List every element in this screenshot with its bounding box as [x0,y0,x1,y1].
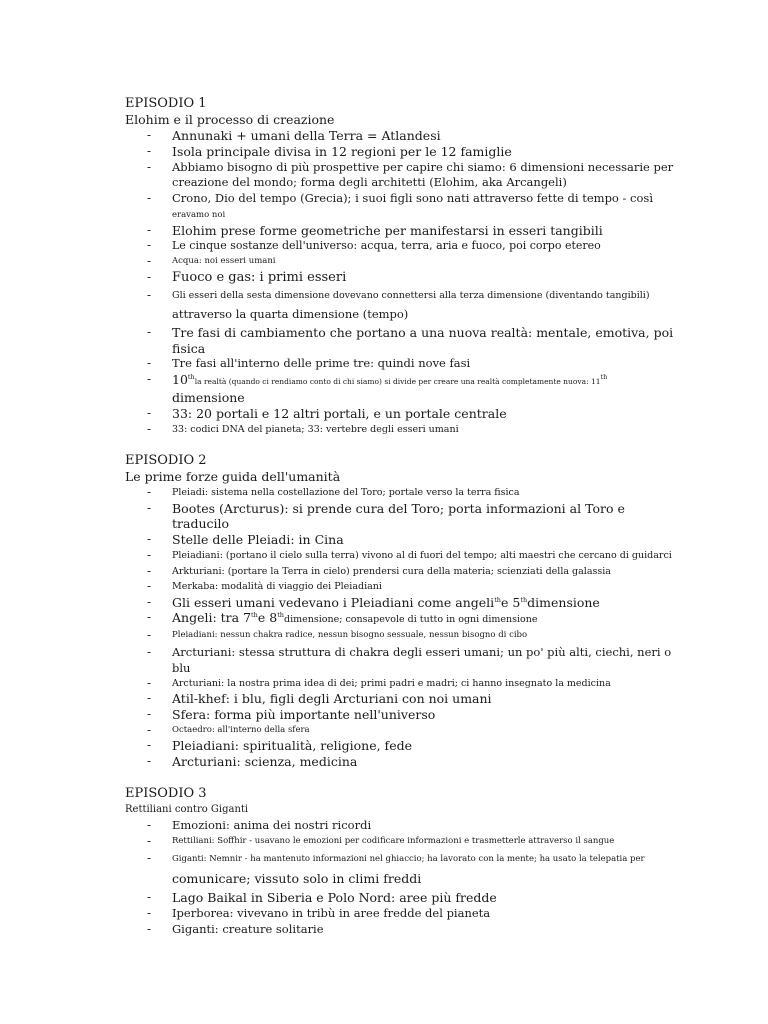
bullet-dash: - [147,128,152,142]
episode-item-list [125,128,685,437]
list-item: - Octaedro: all'interno della sfera [147,722,310,737]
list-item: - Pleiadiani: spiritualità, religione, fede [147,738,412,754]
episode-2 [125,453,685,770]
list-item: - Abbiamo bisogno di più prospettive per capire chi siamo: 6 dimensioni necessarie per creazione del mondo; forma degli architetti (Elohim, aka Arcangeli) [147,159,674,190]
list-item: - Giganti: creature solitarie [147,921,324,936]
list-item: - Pleiadiani: nessun chakra radice, nessun bisogno sessuale, nessun bisogno di cibo [147,628,528,643]
list-item: - 33: codici DNA del pianeta; 33: vertebre degli esseri umani [147,421,459,436]
list-item: - Sfera: forma più importante nell'universo [147,706,436,722]
list-item: - Tre fasi all'interno delle prime tre: quindi nove fasi [147,356,471,371]
bullet-dash: - [147,754,152,769]
bullet-dash: - [147,287,152,302]
bullet-dash: - [147,190,152,205]
bullet-dash: - [147,644,152,659]
episode-subtitle: Rettiliani contro Giganti [125,803,249,815]
bullet-dash: - [147,851,152,866]
bullet-dash: - [147,548,152,563]
episode-title: EPISODIO 3 [125,785,207,801]
list-item: - Crono, Dio del tempo (Grecia); i suoi figli sono nati attraverso fette di tempo - così eravamo noi [147,190,654,220]
episode-title: EPISODIO 2 [125,453,207,469]
list-item: - Pleiadi: sistema nella costellazione del Toro; portale verso la terra fisica [147,485,520,500]
bullet-dash: - [147,143,152,158]
bullet-dash: - [147,324,152,339]
bullet-dash: - [147,921,152,936]
bullet-dash: - [147,405,152,420]
bullet-dash: - [147,485,152,500]
bullet-dash: - [147,628,152,643]
episode-item-list [125,485,685,770]
list-item: - Arcturiani: stessa struttura di chakra degli esseri umani; un po' più alti, ciechi, neri o blu [147,644,672,675]
list-item: - Merkaba: modalità di viaggio dei Pleiadiani [147,579,382,594]
bullet-dash: - [147,833,152,848]
episode-1 [125,96,685,437]
bullet-dash: - [147,356,152,371]
list-item: - Stelle delle Pleiadi: in Cina [147,532,344,548]
bullet-dash: - [147,905,152,920]
bullet-dash: - [147,421,152,436]
bullet-dash: - [147,722,152,737]
list-item: - Pleiadiani: (portano il cielo sulla terra) vivono al di fuori del tempo; alti maestri che cercano di guidarci [147,548,672,563]
bullet-dash: - [147,675,152,690]
list-item: - Atil-khef: i blu, figli degli Arcturiani con noi umani [147,691,492,707]
list-item: - Gli esseri umani vedevano i Pleiadiani come angeli$^{th}$e 5thdimensione [147,594,600,610]
list-item: - Emozioni: anima dei nostri ricordi [147,817,372,832]
list-item: - Bootes (Arcturus): si prende cura del Toro; porta informazioni al Toro e traducilo [147,500,625,532]
list-item: - Le cinque sostanze dell'universo: acqua, terra, aria e fuoco, poi corpo etereo [147,238,601,253]
episode-item-list [125,818,685,938]
list-item: - Acqua: noi esseri umani [147,253,276,268]
episode-subtitle: Le prime forze guida dell'umanità [125,469,341,485]
bullet-dash: - [147,269,152,284]
list-item: - Arcturiani: scienza, medicina [147,754,358,770]
bullet-dash: - [147,500,152,515]
list-item: - Arcturiani: la nostra prima idea di dei; primi padri e madri; ci hanno insegnato la medicina [147,675,611,690]
list-item: - Rettiliani: Soffhir - usavano le emozioni per codificare informazioni e trasmetterle attraverso il sangue [147,833,615,848]
bullet-dash: - [147,532,152,547]
bullet-dash: - [147,610,152,625]
list-item: - 33: 20 portali e 12 altri portali, e un portale centrale [147,405,507,421]
list-item: - Iperborea: vivevano in tribù in aree fredde del pianeta [147,905,491,920]
list-item: - Gli esseri della sesta dimensione dovevano connettersi alla terza dimensione (diventando tangibili) attraverso la quarta dimensione (tempo) [147,287,650,321]
bullet-dash: - [147,238,152,253]
list-item: - Isola principale divisa in 12 regioni per le 12 famiglie [147,143,512,159]
list-item: - Angeli: tra 7the 8thdimensione; consapevole di tutto in ogni dimensione [147,610,538,626]
list-item: - Fuoco e gas: i primi esseri [147,269,347,285]
list-item: - Elohim prese forme geometriche per manifestarsi in esseri tangibili [147,222,603,238]
list-item: - Annunaki + umani della Terra = Atlandesi [147,128,441,143]
bullet-dash: - [147,706,152,721]
list-item: - Tre fasi di cambiamento che portano a una nuova realtà: mentale, emotiva, poi fisica [147,324,674,356]
list-item: - Lago Baikal in Siberia e Polo Nord: aree più fredde [147,890,497,906]
bullet-dash: - [147,738,152,753]
bullet-dash: - [147,372,152,387]
bullet-dash: - [147,691,152,706]
list-item: - Arkturiani: (portare la Terra in cielo) prendersi cura della materia; scienziati della galassia [147,563,611,578]
bullet-dash: - [147,563,152,578]
episode-title: EPISODIO 1 [125,96,207,111]
bullet-dash: - [147,253,152,268]
bullet-dash: - [147,817,152,832]
bullet-dash: - [147,890,152,905]
bullet-dash: - [147,594,152,609]
bullet-dash: - [147,159,152,174]
list-item: - 10thla realtà (quando ci rendiamo conto di chi siamo) si divide per creare una realtà completamente nuova: 11th dimensione [147,372,608,406]
list-item: - Giganti: Nemnir - ha mantenuto informazioni nel ghiaccio; ha lavorato con la mente; ha usato la telepatia per comunicare; vissuto solo in climi freddi [147,851,645,887]
bullet-dash: - [147,222,152,237]
episode-3 [125,786,685,938]
bullet-dash: - [147,579,152,594]
episode-subtitle: Elohim e il processo di creazione [125,112,335,127]
document-body [125,96,685,954]
